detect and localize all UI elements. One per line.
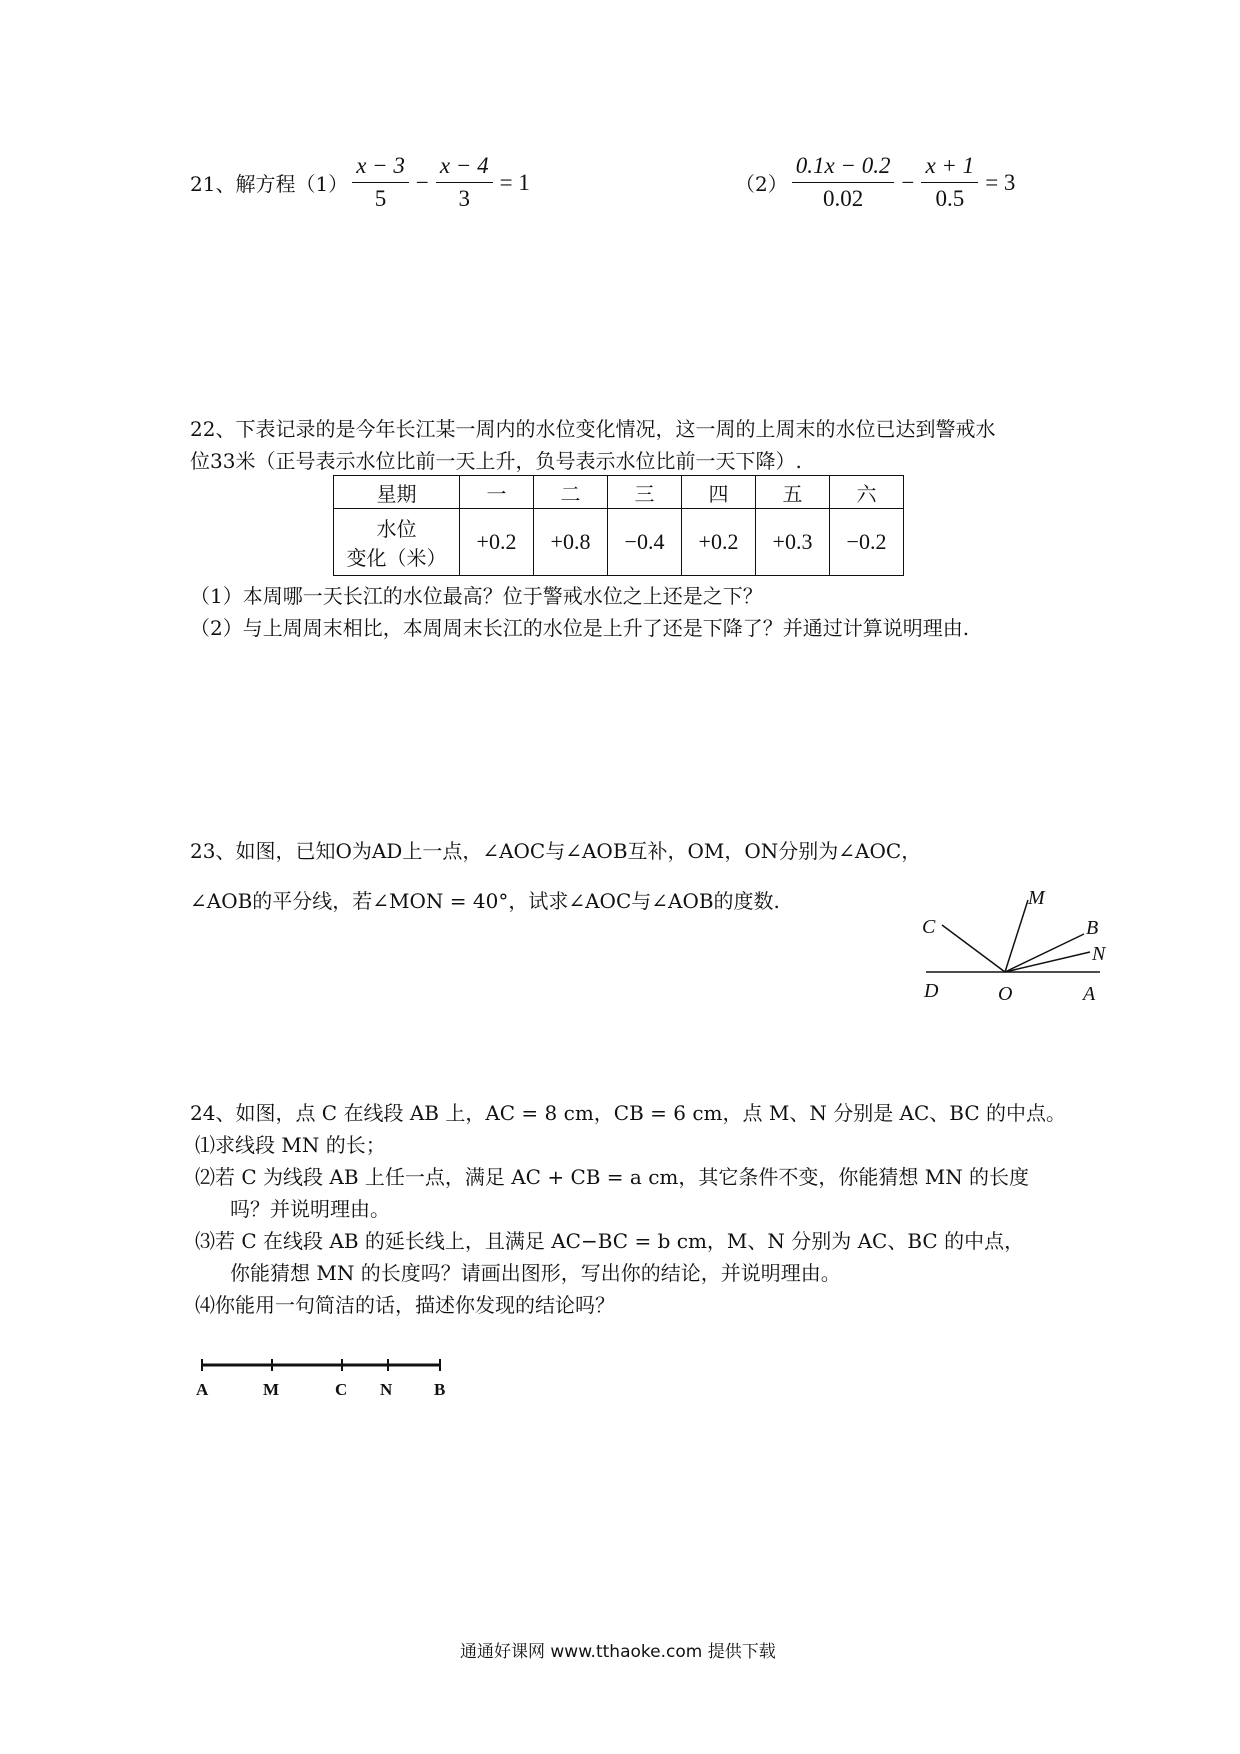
- table-value-1: +0.2: [460, 509, 534, 576]
- segment-label-n: N: [380, 1380, 393, 1399]
- q21-fraction-4: [921, 152, 978, 213]
- segment-label-a: A: [196, 1380, 209, 1399]
- q21-fraction-4-numerator: x + 1: [921, 152, 978, 183]
- table-value-3: −0.4: [608, 509, 682, 576]
- q24-sub-question-2-line-1: ⑵若 C 为线段 AB 上任一点，满足 AC + CB = a cm，其它条件不变，你能猜想 MN 的长度: [195, 1165, 1030, 1189]
- q24-text-line-1: 24、如图，点 C 在线段 AB 上，AC = 8 cm，CB = 6 cm，点 M、N 分别是 AC、BC 的中点。: [190, 1101, 1067, 1125]
- page-footer: 通通好课网 www.tthaoke.com 提供下载: [460, 1642, 776, 1662]
- ray-on: [1005, 952, 1090, 972]
- q21-fraction-2-numerator: x − 4: [436, 152, 493, 183]
- segment-label-b: B: [434, 1380, 446, 1399]
- q22-text-line-1: 22、下表记录的是今年长江某一周内的水位变化情况，这一周的上周末的水位已达到警戒水: [190, 417, 996, 441]
- q21-part2: [735, 152, 1018, 213]
- q22-sub-question-2: （2）与上周周末相比，本周周末长江的水位是上升了还是下降了？并通过计算说明理由.: [190, 616, 970, 640]
- figure-label-d: D: [924, 980, 939, 1002]
- ray-ob: [1005, 934, 1084, 972]
- table-day-3: 三: [608, 476, 682, 509]
- figure-label-m: M: [1028, 887, 1045, 909]
- figure-label-b: B: [1086, 917, 1099, 939]
- q24-sub-question-4: ⑷你能用一句简洁的话，描述你发现的结论吗？: [195, 1293, 615, 1317]
- q21-minus-operator: −: [415, 169, 429, 195]
- table-value-5: +0.3: [756, 509, 830, 576]
- q21-rhs: = 1: [499, 169, 530, 195]
- figure-label-a: A: [1083, 983, 1096, 1005]
- q21-rhs-2: = 3: [985, 169, 1016, 195]
- table-value-4: +0.2: [682, 509, 756, 576]
- segment-label-m: M: [263, 1380, 280, 1399]
- q24-sub-question-3-line-1: ⑶若 C 在线段 AB 的延长线上，且满足 AC−BC = b cm，M、N 分别为 AC、BC 的中点，: [195, 1229, 1025, 1253]
- q24-sub-question-3-line-2: 你能猜想 MN 的长度吗？请画出图形，写出你的结论，并说明理由。: [230, 1261, 841, 1285]
- q22-sub-question-1: （1）本周哪一天长江的水位最高？位于警戒水位之上还是之下？: [190, 584, 763, 608]
- table-header-label: 星期: [334, 476, 460, 509]
- q21-label: 21、解方程（1）: [190, 172, 349, 196]
- table-day-5: 五: [756, 476, 830, 509]
- figure-label-c: C: [922, 916, 936, 938]
- q21-fraction-1-denominator: 5: [374, 186, 387, 211]
- q22-text-line-2: 位33米（正号表示水位比前一天上升，负号表示水位比前一天下降）.: [190, 449, 802, 473]
- q21-fraction-4-denominator: 0.5: [935, 186, 965, 211]
- table-day-6: 六: [830, 476, 904, 509]
- q21-fraction-2-denominator: 3: [458, 186, 471, 211]
- figure-label-n: N: [1092, 943, 1106, 965]
- segment-label-c: C: [335, 1380, 348, 1399]
- table-value-6: −0.2: [830, 509, 904, 576]
- table-header-row: [334, 476, 904, 509]
- q21-part1: [190, 152, 533, 213]
- ray-oc: [942, 925, 1005, 972]
- segment-figure: [190, 1355, 460, 1415]
- q21-minus-operator-2: −: [901, 169, 915, 195]
- table-value-row: [334, 509, 904, 576]
- q21-fraction-3-numerator: 0.1x − 0.2: [792, 152, 895, 183]
- q23-text-line-2: ∠AOB的平分线，若∠MON = 40°，试求∠AOC与∠AOB的度数.: [190, 889, 780, 913]
- figure-label-o: O: [998, 983, 1013, 1005]
- q21-fraction-2: [436, 152, 493, 213]
- table-row-label-line-1: 水位: [376, 517, 417, 541]
- water-level-table: [333, 475, 904, 576]
- q24-sub-question-2-line-2: 吗？并说明理由。: [230, 1197, 390, 1221]
- q24-sub-question-1: ⑴求线段 MN 的长；: [195, 1133, 386, 1157]
- q23-text-line-1: 23、如图，已知O为AD上一点，∠AOC与∠AOB互补，OM，ON分别为∠AOC，: [190, 839, 922, 863]
- table-day-4: 四: [682, 476, 756, 509]
- table-row-label-line-2: 变化（米）: [346, 546, 447, 570]
- table-row-label: [334, 509, 460, 576]
- angle-figure: [900, 870, 1140, 1010]
- table-day-1: 一: [460, 476, 534, 509]
- ray-om: [1005, 900, 1028, 972]
- q21-fraction-3-denominator: 0.02: [822, 186, 864, 211]
- q21-fraction-3: [792, 152, 895, 213]
- q21-fraction-1: [352, 152, 409, 213]
- table-value-2: +0.8: [534, 509, 608, 576]
- q21-fraction-1-numerator: x − 3: [352, 152, 409, 183]
- q21-label-2: （2）: [735, 172, 788, 196]
- table-day-2: 二: [534, 476, 608, 509]
